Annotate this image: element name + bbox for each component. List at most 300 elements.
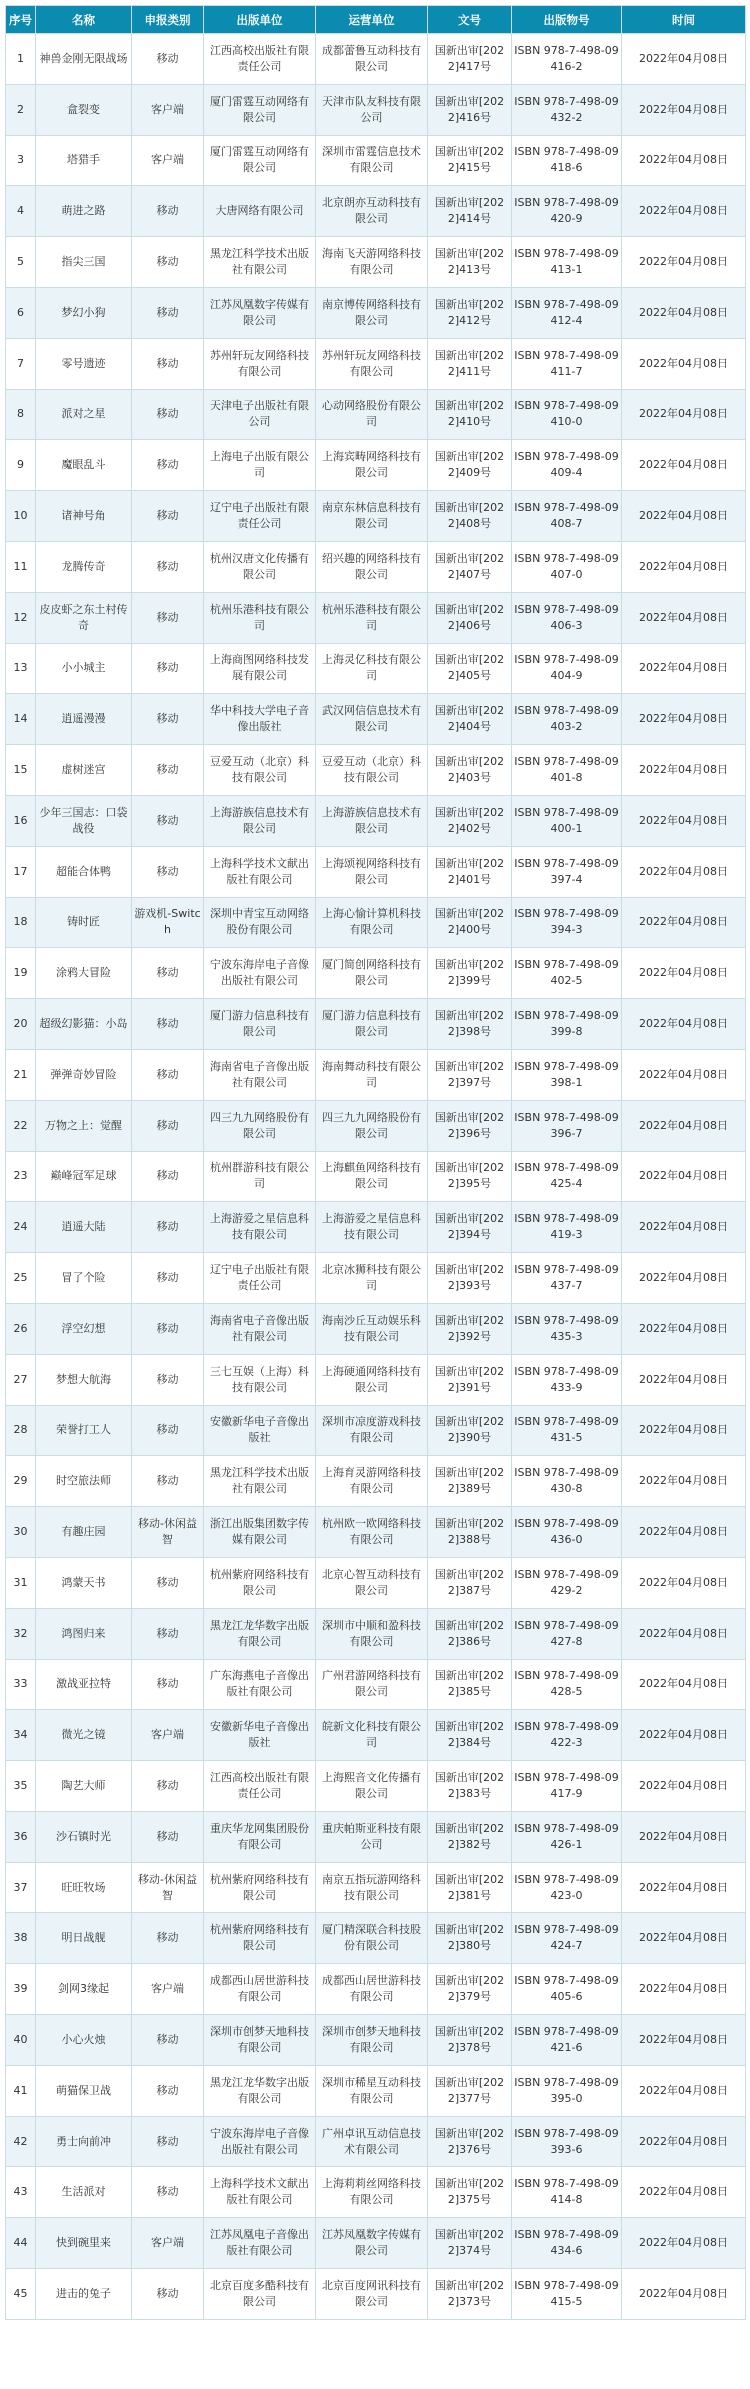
cell-index: 36	[6, 1811, 36, 1862]
cell-index: 34	[6, 1710, 36, 1761]
cell-index: 2	[6, 84, 36, 135]
cell-category: 移动	[132, 1151, 204, 1202]
cell-category: 移动	[132, 2015, 204, 2066]
cell-operator: 上海硬通网络科技有限公司	[316, 1354, 428, 1405]
table-row	[6, 1202, 746, 1253]
cell-name: 涂鸦大冒险	[36, 948, 132, 999]
table-row	[6, 745, 746, 796]
cell-name: 龙腾传奇	[36, 541, 132, 592]
cell-isbn: ISBN 978-7-498-09429-2	[512, 1557, 622, 1608]
cell-approval-no: 国新出审[2022]390号	[428, 1405, 512, 1456]
cell-approval-no: 国新出审[2022]412号	[428, 287, 512, 338]
cell-category: 客户端	[132, 1964, 204, 2015]
cell-date: 2022年04月08日	[622, 694, 746, 745]
cell-index: 29	[6, 1456, 36, 1507]
cell-name: 超级幻影猫：小岛	[36, 999, 132, 1050]
cell-category: 移动	[132, 2065, 204, 2116]
cell-category: 移动	[132, 1659, 204, 1710]
cell-publisher: 江西高校出版社有限责任公司	[204, 34, 316, 85]
cell-approval-no: 国新出审[2022]404号	[428, 694, 512, 745]
cell-index: 13	[6, 643, 36, 694]
table-body	[6, 34, 746, 2320]
cell-index: 25	[6, 1253, 36, 1304]
cell-name: 小心火烛	[36, 2015, 132, 2066]
cell-operator: 上海熙音文化传播有限公司	[316, 1761, 428, 1812]
cell-name: 微光之镜	[36, 1710, 132, 1761]
cell-approval-no: 国新出审[2022]392号	[428, 1303, 512, 1354]
cell-index: 17	[6, 846, 36, 897]
cell-name: 指尖三国	[36, 237, 132, 288]
cell-isbn: ISBN 978-7-498-09422-3	[512, 1710, 622, 1761]
cell-category: 移动	[132, 1456, 204, 1507]
cell-operator: 广州君游网络科技有限公司	[316, 1659, 428, 1710]
cell-date: 2022年04月08日	[622, 338, 746, 389]
cell-date: 2022年04月08日	[622, 135, 746, 186]
cell-operator: 上海游爱之星信息科技有限公司	[316, 1202, 428, 1253]
cell-operator: 厦门精深联合科技股份有限公司	[316, 1913, 428, 1964]
cell-isbn: ISBN 978-7-498-09406-3	[512, 592, 622, 643]
cell-date: 2022年04月08日	[622, 999, 746, 1050]
cell-publisher: 黑龙江科学技术出版社有限公司	[204, 1456, 316, 1507]
cell-index: 10	[6, 491, 36, 542]
cell-publisher: 宁波东海岸电子音像出版社有限公司	[204, 948, 316, 999]
table-row	[6, 2065, 746, 2116]
table-row	[6, 84, 746, 135]
cell-approval-no: 国新出审[2022]380号	[428, 1913, 512, 1964]
cell-publisher: 上海电子出版有限公司	[204, 440, 316, 491]
cell-operator: 皖新文化科技有限公司	[316, 1710, 428, 1761]
cell-publisher: 天津电子出版社有限公司	[204, 389, 316, 440]
cell-date: 2022年04月08日	[622, 2167, 746, 2218]
cell-approval-no: 国新出审[2022]381号	[428, 1862, 512, 1913]
cell-approval-no: 国新出审[2022]398号	[428, 999, 512, 1050]
table-row	[6, 1507, 746, 1558]
cell-category: 移动	[132, 2167, 204, 2218]
cell-operator: 上海颂视网络科技有限公司	[316, 846, 428, 897]
table-row	[6, 2015, 746, 2066]
approval-table	[5, 5, 746, 2320]
cell-index: 8	[6, 389, 36, 440]
cell-publisher: 杭州乐港科技有限公司	[204, 592, 316, 643]
cell-name: 万物之上：觉醒	[36, 1100, 132, 1151]
cell-publisher: 豆爱互动（北京）科技有限公司	[204, 745, 316, 796]
table-row	[6, 643, 746, 694]
cell-isbn: ISBN 978-7-498-09421-6	[512, 2015, 622, 2066]
cell-approval-no: 国新出审[2022]395号	[428, 1151, 512, 1202]
cell-date: 2022年04月08日	[622, 440, 746, 491]
cell-operator: 北京心智互动科技有限公司	[316, 1557, 428, 1608]
cell-index: 20	[6, 999, 36, 1050]
cell-date: 2022年04月08日	[622, 287, 746, 338]
cell-category: 移动	[132, 1303, 204, 1354]
table-header	[6, 6, 746, 34]
table-row	[6, 1456, 746, 1507]
cell-category: 移动	[132, 1608, 204, 1659]
cell-publisher: 厦门游力信息科技有限公司	[204, 999, 316, 1050]
cell-date: 2022年04月08日	[622, 1507, 746, 1558]
cell-date: 2022年04月08日	[622, 541, 746, 592]
cell-index: 5	[6, 237, 36, 288]
cell-isbn: ISBN 978-7-498-09436-0	[512, 1507, 622, 1558]
cell-approval-no: 国新出审[2022]393号	[428, 1253, 512, 1304]
cell-approval-no: 国新出审[2022]408号	[428, 491, 512, 542]
cell-approval-no: 国新出审[2022]407号	[428, 541, 512, 592]
cell-name: 超能合体鸭	[36, 846, 132, 897]
table-row	[6, 948, 746, 999]
cell-publisher: 江苏凤凰电子音像出版社有限公司	[204, 2218, 316, 2269]
cell-category: 移动	[132, 1811, 204, 1862]
cell-isbn: ISBN 978-7-498-09412-4	[512, 287, 622, 338]
cell-operator: 上海麒鱼网络科技有限公司	[316, 1151, 428, 1202]
table-row	[6, 287, 746, 338]
cell-name: 铸时匠	[36, 897, 132, 948]
cell-date: 2022年04月08日	[622, 1862, 746, 1913]
cell-operator: 成都蕾鲁互动科技有限公司	[316, 34, 428, 85]
cell-operator: 天津市队友科技有限公司	[316, 84, 428, 135]
cell-index: 4	[6, 186, 36, 237]
cell-isbn: ISBN 978-7-498-09437-7	[512, 1253, 622, 1304]
cell-index: 40	[6, 2015, 36, 2066]
table-row	[6, 186, 746, 237]
cell-category: 移动	[132, 1100, 204, 1151]
cell-date: 2022年04月08日	[622, 186, 746, 237]
cell-category: 移动	[132, 338, 204, 389]
cell-name: 弹弹奇妙冒险	[36, 1049, 132, 1100]
cell-date: 2022年04月08日	[622, 1659, 746, 1710]
cell-category: 移动	[132, 34, 204, 85]
cell-name: 荣誉打工人	[36, 1405, 132, 1456]
cell-publisher: 浙江出版集团数字传媒有限公司	[204, 1507, 316, 1558]
cell-isbn: ISBN 978-7-498-09398-1	[512, 1049, 622, 1100]
cell-date: 2022年04月08日	[622, 948, 746, 999]
cell-publisher: 上海游族信息技术有限公司	[204, 795, 316, 846]
cell-category: 移动	[132, 1761, 204, 1812]
cell-isbn: ISBN 978-7-498-09397-4	[512, 846, 622, 897]
cell-publisher: 厦门雷霆互动网络有限公司	[204, 135, 316, 186]
table-row	[6, 135, 746, 186]
cell-publisher: 安徽新华电子音像出版社	[204, 1710, 316, 1761]
cell-category: 移动	[132, 389, 204, 440]
cell-name: 有趣庄园	[36, 1507, 132, 1558]
cell-publisher: 上海商图网络科技发展有限公司	[204, 643, 316, 694]
cell-isbn: ISBN 978-7-498-09425-4	[512, 1151, 622, 1202]
cell-category: 移动	[132, 491, 204, 542]
cell-name: 梦幻小狗	[36, 287, 132, 338]
cell-name: 明日战舰	[36, 1913, 132, 1964]
cell-publisher: 杭州汉唐文化传播有限公司	[204, 541, 316, 592]
table-row	[6, 1100, 746, 1151]
cell-index: 22	[6, 1100, 36, 1151]
cell-approval-no: 国新出审[2022]397号	[428, 1049, 512, 1100]
cell-publisher: 四三九九网络股份有限公司	[204, 1100, 316, 1151]
cell-date: 2022年04月08日	[622, 491, 746, 542]
cell-index: 11	[6, 541, 36, 592]
cell-category: 移动	[132, 237, 204, 288]
cell-date: 2022年04月08日	[622, 1405, 746, 1456]
cell-category: 移动	[132, 694, 204, 745]
cell-approval-no: 国新出审[2022]391号	[428, 1354, 512, 1405]
cell-date: 2022年04月08日	[622, 389, 746, 440]
cell-publisher: 华中科技大学电子音像出版社	[204, 694, 316, 745]
cell-isbn: ISBN 978-7-498-09416-2	[512, 34, 622, 85]
cell-operator: 海南舞动科技有限公司	[316, 1049, 428, 1100]
cell-publisher: 重庆华龙网集团股份有限公司	[204, 1811, 316, 1862]
cell-index: 41	[6, 2065, 36, 2116]
cell-publisher: 厦门雷霆互动网络有限公司	[204, 84, 316, 135]
cell-date: 2022年04月08日	[622, 84, 746, 135]
cell-date: 2022年04月08日	[622, 1354, 746, 1405]
cell-approval-no: 国新出审[2022]373号	[428, 2269, 512, 2320]
cell-isbn: ISBN 978-7-498-09419-3	[512, 1202, 622, 1253]
cell-publisher: 海南省电子音像出版社有限公司	[204, 1303, 316, 1354]
cell-date: 2022年04月08日	[622, 2269, 746, 2320]
cell-category: 移动	[132, 1913, 204, 1964]
cell-category: 移动	[132, 846, 204, 897]
cell-date: 2022年04月08日	[622, 1761, 746, 1812]
header-approval-no: 文号	[428, 6, 512, 34]
cell-index: 38	[6, 1913, 36, 1964]
cell-approval-no: 国新出审[2022]376号	[428, 2116, 512, 2167]
cell-operator: 北京朗亦互动科技有限公司	[316, 186, 428, 237]
cell-isbn: ISBN 978-7-498-09399-8	[512, 999, 622, 1050]
cell-isbn: ISBN 978-7-498-09428-5	[512, 1659, 622, 1710]
cell-approval-no: 国新出审[2022]382号	[428, 1811, 512, 1862]
table-row	[6, 440, 746, 491]
cell-isbn: ISBN 978-7-498-09411-7	[512, 338, 622, 389]
cell-operator: 深圳市创梦天地科技有限公司	[316, 2015, 428, 2066]
table-row	[6, 1405, 746, 1456]
cell-date: 2022年04月08日	[622, 1100, 746, 1151]
cell-publisher: 三七互娱（上海）科技有限公司	[204, 1354, 316, 1405]
cell-approval-no: 国新出审[2022]394号	[428, 1202, 512, 1253]
cell-publisher: 苏州轩玩友网络科技有限公司	[204, 338, 316, 389]
cell-name: 塔猎手	[36, 135, 132, 186]
cell-name: 快到碗里来	[36, 2218, 132, 2269]
cell-name: 少年三国志：口袋战役	[36, 795, 132, 846]
cell-approval-no: 国新出审[2022]374号	[428, 2218, 512, 2269]
cell-index: 18	[6, 897, 36, 948]
cell-name: 鸿蒙天书	[36, 1557, 132, 1608]
cell-approval-no: 国新出审[2022]410号	[428, 389, 512, 440]
cell-operator: 武汉网信信息技术有限公司	[316, 694, 428, 745]
cell-date: 2022年04月08日	[622, 1913, 746, 1964]
cell-category: 移动	[132, 440, 204, 491]
cell-isbn: ISBN 978-7-498-09426-1	[512, 1811, 622, 1862]
table-row	[6, 2167, 746, 2218]
table-row	[6, 2269, 746, 2320]
cell-publisher: 海南省电子音像出版社有限公司	[204, 1049, 316, 1100]
table-row	[6, 389, 746, 440]
cell-approval-no: 国新出审[2022]388号	[428, 1507, 512, 1558]
cell-category: 移动	[132, 1354, 204, 1405]
cell-isbn: ISBN 978-7-498-09430-8	[512, 1456, 622, 1507]
cell-isbn: ISBN 978-7-498-09420-9	[512, 186, 622, 237]
table-row	[6, 1354, 746, 1405]
cell-operator: 南京博传网络科技有限公司	[316, 287, 428, 338]
table-row	[6, 1710, 746, 1761]
cell-name: 浮空幻想	[36, 1303, 132, 1354]
cell-isbn: ISBN 978-7-498-09418-6	[512, 135, 622, 186]
cell-name: 冒了个险	[36, 1253, 132, 1304]
cell-isbn: ISBN 978-7-498-09433-9	[512, 1354, 622, 1405]
cell-approval-no: 国新出审[2022]413号	[428, 237, 512, 288]
cell-category: 客户端	[132, 84, 204, 135]
table-row	[6, 1049, 746, 1100]
table-row	[6, 237, 746, 288]
cell-name: 皮皮虾之东土村传奇	[36, 592, 132, 643]
cell-isbn: ISBN 978-7-498-09395-0	[512, 2065, 622, 2116]
cell-date: 2022年04月08日	[622, 643, 746, 694]
cell-date: 2022年04月08日	[622, 237, 746, 288]
cell-publisher: 深圳中青宝互动网络股份有限公司	[204, 897, 316, 948]
cell-index: 42	[6, 2116, 36, 2167]
cell-operator: 广州卓讯互动信息技术有限公司	[316, 2116, 428, 2167]
cell-publisher: 黑龙江龙华数字出版有限公司	[204, 2065, 316, 2116]
cell-isbn: ISBN 978-7-498-09431-5	[512, 1405, 622, 1456]
cell-approval-no: 国新出审[2022]396号	[428, 1100, 512, 1151]
cell-index: 19	[6, 948, 36, 999]
cell-index: 21	[6, 1049, 36, 1100]
cell-operator: 南京东林信息科技有限公司	[316, 491, 428, 542]
cell-approval-no: 国新出审[2022]384号	[428, 1710, 512, 1761]
cell-isbn: ISBN 978-7-498-09432-2	[512, 84, 622, 135]
table-row	[6, 1964, 746, 2015]
header-category: 申报类别	[132, 6, 204, 34]
cell-publisher: 黑龙江龙华数字出版有限公司	[204, 1608, 316, 1659]
cell-index: 26	[6, 1303, 36, 1354]
cell-category: 移动	[132, 1557, 204, 1608]
cell-index: 9	[6, 440, 36, 491]
cell-approval-no: 国新出审[2022]378号	[428, 2015, 512, 2066]
cell-isbn: ISBN 978-7-498-09403-2	[512, 694, 622, 745]
cell-index: 24	[6, 1202, 36, 1253]
cell-name: 旺旺牧场	[36, 1862, 132, 1913]
cell-name: 小小城主	[36, 643, 132, 694]
cell-approval-no: 国新出审[2022]415号	[428, 135, 512, 186]
cell-approval-no: 国新出审[2022]411号	[428, 338, 512, 389]
header-publisher: 出版单位	[204, 6, 316, 34]
cell-publisher: 成都西山居世游科技有限公司	[204, 1964, 316, 2015]
cell-date: 2022年04月08日	[622, 1049, 746, 1100]
cell-approval-no: 国新出审[2022]409号	[428, 440, 512, 491]
cell-operator: 北京冰狮科技有限公司	[316, 1253, 428, 1304]
cell-approval-no: 国新出审[2022]377号	[428, 2065, 512, 2116]
cell-isbn: ISBN 978-7-498-09417-9	[512, 1761, 622, 1812]
cell-publisher: 杭州群游科技有限公司	[204, 1151, 316, 1202]
cell-index: 3	[6, 135, 36, 186]
cell-publisher: 辽宁电子出版社有限责任公司	[204, 491, 316, 542]
cell-index: 16	[6, 795, 36, 846]
cell-operator: 深圳市中顺和盈科技有限公司	[316, 1608, 428, 1659]
cell-date: 2022年04月08日	[622, 2116, 746, 2167]
cell-date: 2022年04月08日	[622, 795, 746, 846]
table-row	[6, 491, 746, 542]
cell-name: 鸿图归来	[36, 1608, 132, 1659]
header-row	[6, 6, 746, 34]
cell-publisher: 安徽新华电子音像出版社	[204, 1405, 316, 1456]
cell-category: 移动	[132, 186, 204, 237]
cell-index: 12	[6, 592, 36, 643]
cell-isbn: ISBN 978-7-498-09435-3	[512, 1303, 622, 1354]
cell-publisher: 杭州紫府网络科技有限公司	[204, 1862, 316, 1913]
cell-name: 萌猫保卫战	[36, 2065, 132, 2116]
cell-isbn: ISBN 978-7-498-09410-0	[512, 389, 622, 440]
cell-category: 移动	[132, 287, 204, 338]
cell-isbn: ISBN 978-7-498-09401-8	[512, 745, 622, 796]
cell-operator: 深圳市凉度游戏科技有限公司	[316, 1405, 428, 1456]
cell-index: 31	[6, 1557, 36, 1608]
cell-publisher: 上海游爱之星信息科技有限公司	[204, 1202, 316, 1253]
table-row	[6, 2116, 746, 2167]
table-row	[6, 1557, 746, 1608]
cell-date: 2022年04月08日	[622, 897, 746, 948]
cell-approval-no: 国新出审[2022]403号	[428, 745, 512, 796]
header-name: 名称	[36, 6, 132, 34]
cell-index: 6	[6, 287, 36, 338]
cell-isbn: ISBN 978-7-498-09413-1	[512, 237, 622, 288]
cell-category: 移动	[132, 1202, 204, 1253]
cell-name: 梦想大航海	[36, 1354, 132, 1405]
cell-approval-no: 国新出审[2022]399号	[428, 948, 512, 999]
cell-operator: 深圳市稀星互动科技有限公司	[316, 2065, 428, 2116]
table-row	[6, 1862, 746, 1913]
cell-category: 移动	[132, 1253, 204, 1304]
cell-category: 移动	[132, 999, 204, 1050]
cell-publisher: 深圳市创梦天地科技有限公司	[204, 2015, 316, 2066]
cell-index: 44	[6, 2218, 36, 2269]
cell-operator: 北京百度网讯科技有限公司	[316, 2269, 428, 2320]
cell-operator: 绍兴趣的网络科技有限公司	[316, 541, 428, 592]
cell-category: 移动	[132, 541, 204, 592]
table-row	[6, 846, 746, 897]
cell-operator: 海南飞天游网络科技有限公司	[316, 237, 428, 288]
cell-date: 2022年04月08日	[622, 2015, 746, 2066]
cell-index: 27	[6, 1354, 36, 1405]
cell-category: 移动	[132, 948, 204, 999]
cell-name: 巅峰冠军足球	[36, 1151, 132, 1202]
cell-publisher: 上海科学技术文献出版社有限公司	[204, 846, 316, 897]
cell-operator: 成都西山居世游科技有限公司	[316, 1964, 428, 2015]
cell-publisher: 大唐网络有限公司	[204, 186, 316, 237]
cell-approval-no: 国新出审[2022]375号	[428, 2167, 512, 2218]
cell-index: 28	[6, 1405, 36, 1456]
cell-index: 39	[6, 1964, 36, 2015]
cell-date: 2022年04月08日	[622, 1964, 746, 2015]
cell-name: 勇士向前冲	[36, 2116, 132, 2167]
cell-date: 2022年04月08日	[622, 1303, 746, 1354]
header-date: 时间	[622, 6, 746, 34]
cell-date: 2022年04月08日	[622, 1456, 746, 1507]
cell-date: 2022年04月08日	[622, 592, 746, 643]
cell-name: 逍遥大陆	[36, 1202, 132, 1253]
cell-category: 移动	[132, 1405, 204, 1456]
cell-isbn: ISBN 978-7-498-09402-5	[512, 948, 622, 999]
cell-index: 43	[6, 2167, 36, 2218]
cell-category: 移动	[132, 2269, 204, 2320]
table-row	[6, 2218, 746, 2269]
cell-operator: 重庆帕斯亚科技有限公司	[316, 1811, 428, 1862]
cell-name: 生活派对	[36, 2167, 132, 2218]
table-row	[6, 1253, 746, 1304]
cell-isbn: ISBN 978-7-498-09423-0	[512, 1862, 622, 1913]
cell-category: 移动	[132, 745, 204, 796]
cell-index: 14	[6, 694, 36, 745]
cell-publisher: 黑龙江科学技术出版社有限公司	[204, 237, 316, 288]
cell-operator: 上海宾畴网络科技有限公司	[316, 440, 428, 491]
cell-publisher: 杭州紫府网络科技有限公司	[204, 1557, 316, 1608]
cell-approval-no: 国新出审[2022]416号	[428, 84, 512, 135]
table-row	[6, 795, 746, 846]
